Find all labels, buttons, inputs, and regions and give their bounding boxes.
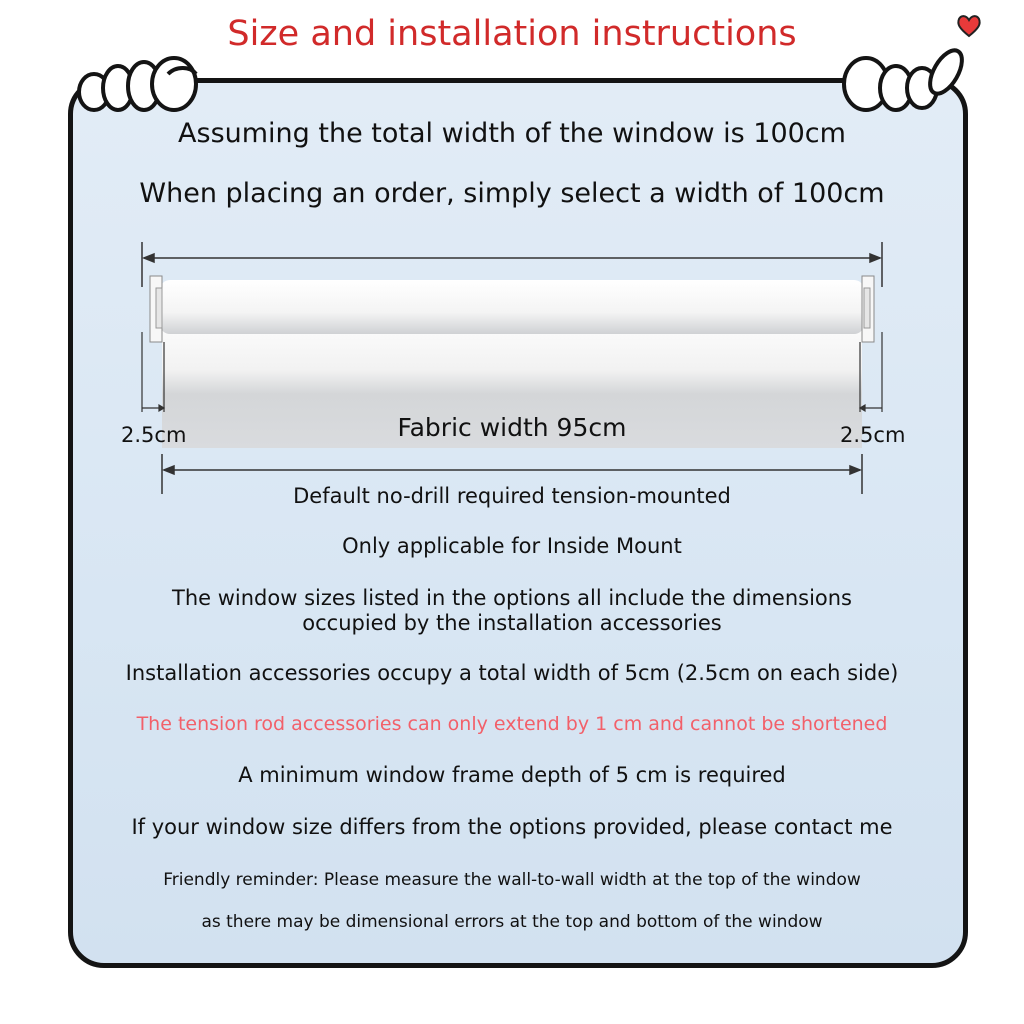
sizes-include-text	[0, 586, 1024, 636]
roller-blind-diagram	[120, 232, 910, 502]
right-bracket	[862, 276, 874, 342]
min-depth-text: A minimum window frame depth of 5 cm is required	[238, 763, 786, 787]
reminder-line-1: Friendly reminder: Please measure the wall-to-wall width at the top of the window	[163, 870, 861, 890]
left-accessory-label: 2.5cm	[121, 423, 187, 447]
inside-mount-text: Only applicable for Inside Mount	[342, 534, 682, 558]
right-accessory-label: 2.5cm	[840, 423, 906, 447]
blind-roller	[160, 280, 864, 334]
default-mount-text: Default no-drill required tension-mounted	[293, 484, 731, 508]
accessories-width-text: Installation accessories occupy a total width of 5cm (2.5cm on each side)	[125, 661, 899, 685]
right-accessory-arrow	[860, 332, 882, 412]
reminder-line-2: as there may be dimensional errors at the top and bottom of the window	[201, 912, 823, 932]
intro-line-2: When placing an order, simply select a width of 100cm	[139, 178, 885, 209]
tension-rod-warning: The tension rod accessories can only extend by 1 cm and cannot be shortened	[136, 713, 888, 735]
fabric-width-label: Fabric width 95cm	[397, 413, 627, 442]
right-hand-icon	[830, 28, 970, 114]
left-accessory-arrow	[142, 332, 164, 412]
intro-line-1: Assuming the total width of the window is 100cm	[178, 118, 846, 149]
left-hand-icon	[72, 44, 212, 114]
page-title: Size and installation instructions	[227, 14, 797, 54]
contact-text: If your window size differs from the options provided, please contact me	[131, 815, 893, 839]
sizes-include-line-2: occupied by the installation accessories	[302, 611, 722, 635]
sizes-include-line-1: The window sizes listed in the options all include the dimensions	[172, 586, 852, 610]
left-bracket	[150, 276, 162, 342]
